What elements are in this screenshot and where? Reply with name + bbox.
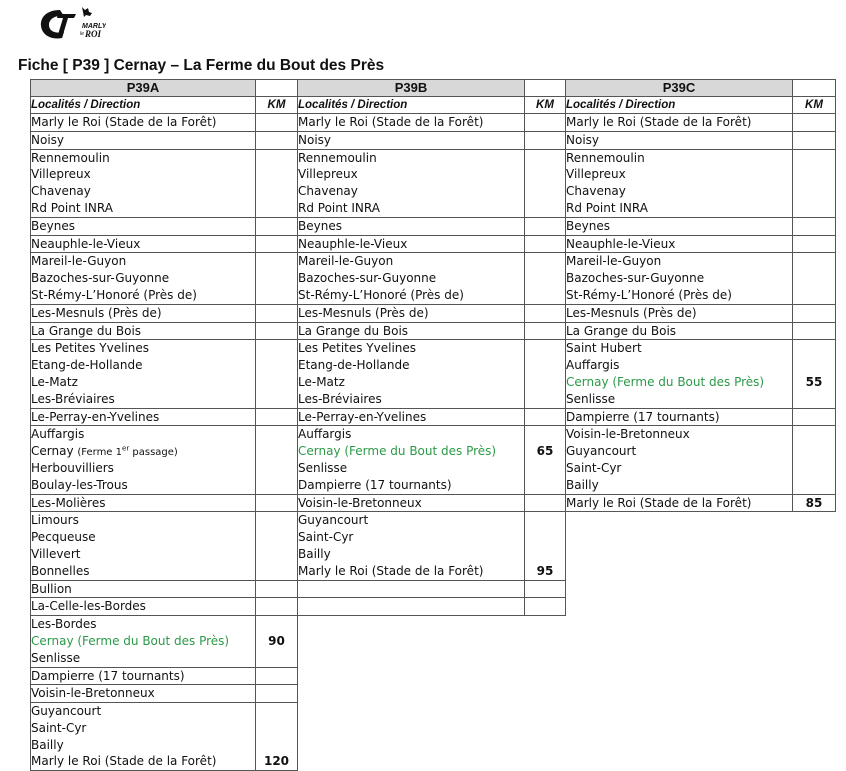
locality: Rennemoulin	[31, 150, 110, 165]
table-row	[298, 235, 566, 253]
table-row	[31, 322, 298, 340]
table-row	[31, 304, 298, 322]
locality: Les-Bréviaires	[298, 391, 382, 406]
table-row	[566, 426, 836, 494]
table-row	[298, 408, 566, 426]
locality: La Grange du Bois	[566, 323, 677, 338]
locality: Guyancourt	[31, 704, 102, 719]
locality: Bonnelles	[31, 563, 90, 578]
table-row	[566, 131, 836, 149]
table-row	[298, 253, 566, 304]
locality: Marly le Roi (Stade de la Forêt)	[298, 115, 484, 129]
locality: La Grange du Bois	[31, 323, 142, 338]
locality: Rennemoulin	[298, 150, 377, 165]
locality: Neauphle-le-Vieux	[566, 236, 676, 251]
locality: Le-Perray-en-Yvelines	[31, 409, 160, 424]
table-row	[566, 253, 836, 304]
locality: St-Rémy-L’Honoré (Près de)	[298, 287, 464, 302]
locality: Villepreux	[31, 167, 91, 182]
locality: Senlisse	[31, 650, 81, 665]
locality: Le-Perray-en-Yvelines	[298, 409, 427, 424]
locality: Les-Mesnuls (Près de)	[298, 305, 429, 320]
locality: Guyancourt	[298, 513, 369, 528]
locality: Beynes	[31, 218, 75, 233]
locality: Bullion	[31, 581, 72, 596]
locality: Saint-Cyr	[566, 460, 622, 475]
locality: Senlisse	[566, 391, 616, 406]
locality: Marly le Roi (Stade de la Forêt)	[31, 115, 217, 129]
locality: Voisin-le-Bretonneux	[298, 495, 422, 510]
locality: Guyancourt	[566, 444, 637, 459]
locality: Marly le Roi (Stade de la Forêt)	[31, 754, 217, 769]
km-header: KM	[793, 97, 836, 114]
locality: Auffargis	[31, 427, 85, 442]
locality-cernay: Cernay	[31, 444, 74, 459]
km-value: 95	[536, 563, 554, 578]
locality: Noisy	[31, 132, 65, 147]
locality: Mareil-le-Guyon	[298, 254, 394, 269]
locality: Chavenay	[298, 184, 358, 199]
route-table-p39b	[297, 79, 566, 616]
locality: Les-Molières	[31, 495, 106, 510]
table-row	[31, 685, 298, 703]
locality: Marly le Roi (Stade de la Forêt)	[298, 563, 484, 578]
locality: Pecqueuse	[31, 530, 96, 545]
locality: Marly le Roi (Stade de la Forêt)	[566, 495, 752, 510]
locality: Neauphle-le-Vieux	[31, 236, 141, 251]
table-row	[566, 304, 836, 322]
locality: Etang-de-Hollande	[31, 358, 143, 373]
localities-header: Localités / Direction	[566, 97, 793, 114]
page-title: Fiche [ P39 ] Cernay – La Ferme du Bout des Près	[18, 57, 385, 74]
table-row	[298, 322, 566, 340]
locality: Bailly	[566, 477, 599, 492]
table-row	[298, 580, 566, 598]
km-value: 85	[805, 495, 823, 510]
locality-destination: Cernay (Ferme du Bout des Près)	[31, 633, 230, 648]
table-row	[298, 494, 566, 512]
locality: Rd Point INRA	[31, 200, 113, 215]
table-row	[566, 114, 836, 132]
km-header: KM	[525, 97, 566, 114]
locality: Mareil-le-Guyon	[31, 254, 127, 269]
route-name: P39C	[566, 80, 793, 97]
table-row	[31, 616, 298, 667]
locality: Auffargis	[298, 427, 352, 442]
table-row	[31, 235, 298, 253]
locality: La Grange du Bois	[298, 323, 409, 338]
logo-graphic	[38, 4, 106, 44]
locality: Marly le Roi (Stade de la Forêt)	[566, 115, 752, 129]
table-row	[566, 408, 836, 426]
locality: Noisy	[298, 132, 332, 147]
table-row	[566, 322, 836, 340]
locality: Limours	[31, 513, 79, 528]
table-row	[566, 494, 836, 512]
table-row	[298, 512, 566, 580]
locality-destination: Cernay (Ferme du Bout des Près)	[298, 444, 497, 459]
table-row	[31, 598, 298, 616]
table-row	[31, 494, 298, 512]
locality: Beynes	[566, 218, 610, 233]
locality: Auffargis	[566, 358, 620, 373]
table-row	[31, 149, 298, 217]
locality: Rd Point INRA	[566, 200, 648, 215]
locality: Boulay-les-Trous	[31, 477, 128, 492]
locality: Bazoches-sur-Guyonne	[298, 271, 437, 286]
km-value: 120	[263, 754, 290, 769]
table-row	[566, 149, 836, 217]
locality: St-Rémy-L’Honoré (Près de)	[566, 287, 732, 302]
km-value: 90	[268, 633, 285, 648]
locality: Les Petites Yvelines	[31, 341, 150, 356]
locality: Dampierre (17 tournants)	[298, 477, 452, 492]
table-row	[298, 426, 566, 494]
route-name: P39A	[31, 80, 256, 97]
table-row	[31, 253, 298, 304]
km-value: 55	[805, 374, 823, 389]
locality: Noisy	[566, 132, 600, 147]
locality: Saint-Cyr	[31, 720, 87, 735]
table-row	[566, 217, 836, 235]
localities-header: Localités / Direction	[31, 97, 256, 114]
locality: Rd Point INRA	[298, 200, 380, 215]
table-row	[31, 114, 298, 132]
localities-header: Localités / Direction	[298, 97, 525, 114]
locality: Bailly	[298, 546, 331, 561]
route-table-p39a	[30, 79, 298, 771]
table-row	[31, 408, 298, 426]
table-row	[31, 580, 298, 598]
locality: Rennemoulin	[566, 150, 645, 165]
table-row	[31, 667, 298, 685]
locality: Dampierre (17 tournants)	[31, 668, 185, 683]
km-value: 65	[536, 444, 554, 459]
locality: Les-Bordes	[31, 617, 97, 632]
locality: Mareil-le-Guyon	[566, 254, 662, 269]
cernay-note: (Ferme 1er passage)	[77, 444, 178, 459]
locality: Voisin-le-Bretonneux	[31, 686, 155, 701]
marly-le-roi-logo	[38, 4, 106, 44]
table-row	[31, 340, 298, 408]
locality: Villevert	[31, 546, 81, 561]
locality: Voisin-le-Bretonneux	[566, 427, 690, 442]
locality-destination: Cernay (Ferme du Bout des Près)	[566, 374, 765, 389]
locality: Etang-de-Hollande	[298, 358, 410, 373]
locality: Chavenay	[31, 184, 91, 199]
table-row	[298, 131, 566, 149]
table-row	[31, 426, 298, 494]
table-row	[298, 340, 566, 408]
locality: Bailly	[31, 737, 64, 752]
locality: Senlisse	[298, 460, 348, 475]
route-table-p39c	[565, 79, 836, 512]
logo-text-roi: ROI	[85, 29, 102, 39]
locality: Dampierre (17 tournants)	[566, 409, 720, 424]
locality: Les-Mesnuls (Près de)	[31, 305, 162, 320]
locality: Herbouvilliers	[31, 460, 114, 475]
table-row	[298, 114, 566, 132]
locality: Le-Matz	[31, 374, 78, 389]
locality: St-Rémy-L’Honoré (Près de)	[31, 287, 197, 302]
table-row	[298, 217, 566, 235]
table-row	[298, 149, 566, 217]
locality: Villepreux	[566, 167, 626, 182]
table-row	[298, 598, 566, 616]
locality: Chavenay	[566, 184, 626, 199]
locality: Bazoches-sur-Guyonne	[31, 271, 170, 286]
logo-text-le: le	[80, 31, 84, 37]
locality: Bazoches-sur-Guyonne	[566, 271, 705, 286]
locality: Saint Hubert	[566, 341, 642, 356]
table-row	[31, 131, 298, 149]
locality: Saint-Cyr	[298, 530, 354, 545]
km-header: KM	[256, 97, 298, 114]
locality: La-Celle-les-Bordes	[31, 599, 146, 614]
table-row	[31, 512, 298, 580]
route-name: P39B	[298, 80, 525, 97]
locality-cernay-first-pass	[31, 443, 255, 460]
locality: Les Petites Yvelines	[298, 341, 417, 356]
locality: Les-Bréviaires	[31, 391, 115, 406]
logo-text-marly: MARLY	[82, 23, 106, 30]
table-row	[566, 235, 836, 253]
table-row	[31, 217, 298, 235]
locality: Neauphle-le-Vieux	[298, 236, 408, 251]
locality: Villepreux	[298, 167, 358, 182]
table-row	[566, 340, 836, 408]
locality: Beynes	[298, 218, 342, 233]
locality: Le-Matz	[298, 374, 345, 389]
locality: Les-Mesnuls (Près de)	[566, 305, 697, 320]
table-row	[298, 304, 566, 322]
